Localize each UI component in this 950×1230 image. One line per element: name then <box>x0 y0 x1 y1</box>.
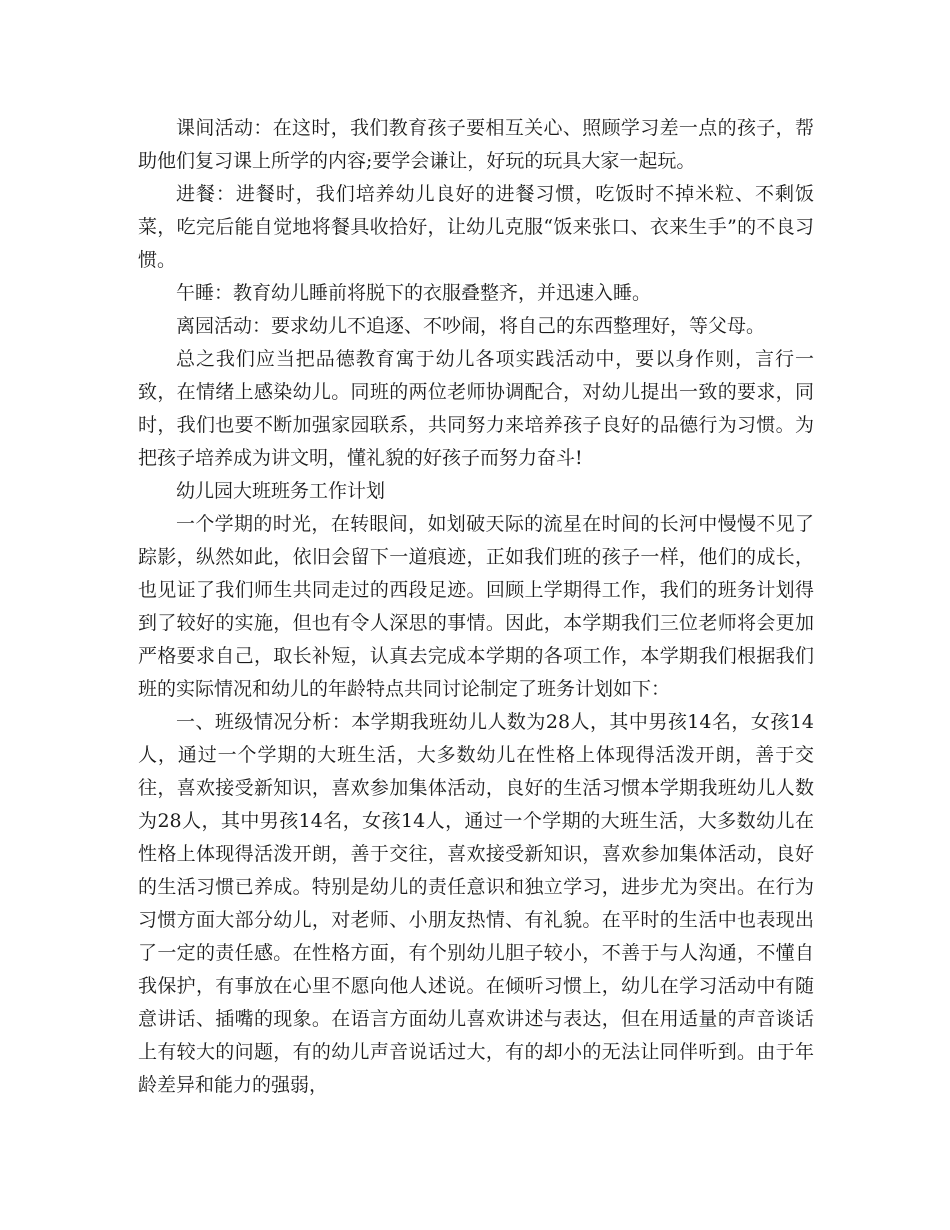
paragraph-departure-activity: 离园活动：要求幼儿不追逐、不吵闹，将自己的东西整理好，等父母。 <box>176 315 766 337</box>
paragraph-meal-time: 进餐：进餐时，我们培养幼儿良好的进餐习惯，吃饭时不掉米粒、不剩饭菜，吃完后能自觉地将餐具收拾好，让幼儿克服“饭来张口、衣来生手”的不良习惯。 <box>138 183 814 271</box>
document-body <box>138 112 814 1102</box>
paragraph-introduction: 一个学期的时光，在转眼间，如划破天际的流星在时间的长河中慢慢不见了踪影，纵然如此，依旧会留下一道痕迹，正如我们班的孩子一样，他们的成长，也见证了我们师生共同走过的西段足迹。回顾上学期得工作，我们的班务计划得到了较好的实施，但也有令人深思的事情。因此，本学期我们三位老师将会更加严格要求自己，取长补短，认真去完成本学期的各项工作，本学期我们根据我们班的实际情况和幼儿的年龄特点共同讨论制定了班务计划如下： <box>138 513 814 700</box>
paragraph-class-analysis: 一、班级情况分析：本学期我班幼儿人数为28人，其中男孩14名，女孩14人，通过一个学期的大班生活，大多数幼儿在性格上体现得活泼开朗，善于交往，喜欢接受新知识，喜欢参加集体活动，良好的生活习惯本学期我班幼儿人数为28人，其中男孩14名，女孩14人，通过一个学期的大班生活，大多数幼儿在性格上体现得活泼开朗，善于交往，喜欢接受新知识，喜欢参加集体活动，良好的生活习惯已养成。特别是幼儿的责任意识和独立学习，进步尤为突出。在行为习惯方面大部分幼儿，对老师、小朋友热情、有礼貌。在平时的生活中也表现出了一定的责任感。在性格方面，有个别幼儿胆子较小，不善于与人沟通，不懂自我保护，有事放在心里不愿向他人述说。在倾听习惯上，幼儿在学习活动中有随意讲话、插嘴的现象。在语言方面幼儿喜欢讲述与表达，但在用适量的声音谈话上有较大的问题，有的幼儿声音说话过大，有的却小的无法让同伴听到。由于年龄差异和能力的强弱， <box>138 711 814 1096</box>
paragraph-nap-time: 午睡：教育幼儿睡前将脱下的衣服叠整齐，并迅速入睡。 <box>176 282 652 304</box>
section-title: 幼儿园大班班务工作计划 <box>176 480 386 502</box>
paragraph-recess-activity: 课间活动：在这时，我们教育孩子要相互关心、照顾学习差一点的孩子，帮助他们复习课上所学的内容;要学会谦让，好玩的玩具大家一起玩。 <box>138 117 814 172</box>
paragraph-summary: 总之我们应当把品德教育寓于幼儿各项实践活动中，要以身作则，言行一致，在情绪上感染幼儿。同班的两位老师协调配合，对幼儿提出一致的要求，同时，我们也要不断加强家园联系，共同努力来培养孩子良好的品德行为习惯。为把孩子培养成为讲文明，懂礼貌的好孩子而努力奋斗! <box>138 348 814 469</box>
